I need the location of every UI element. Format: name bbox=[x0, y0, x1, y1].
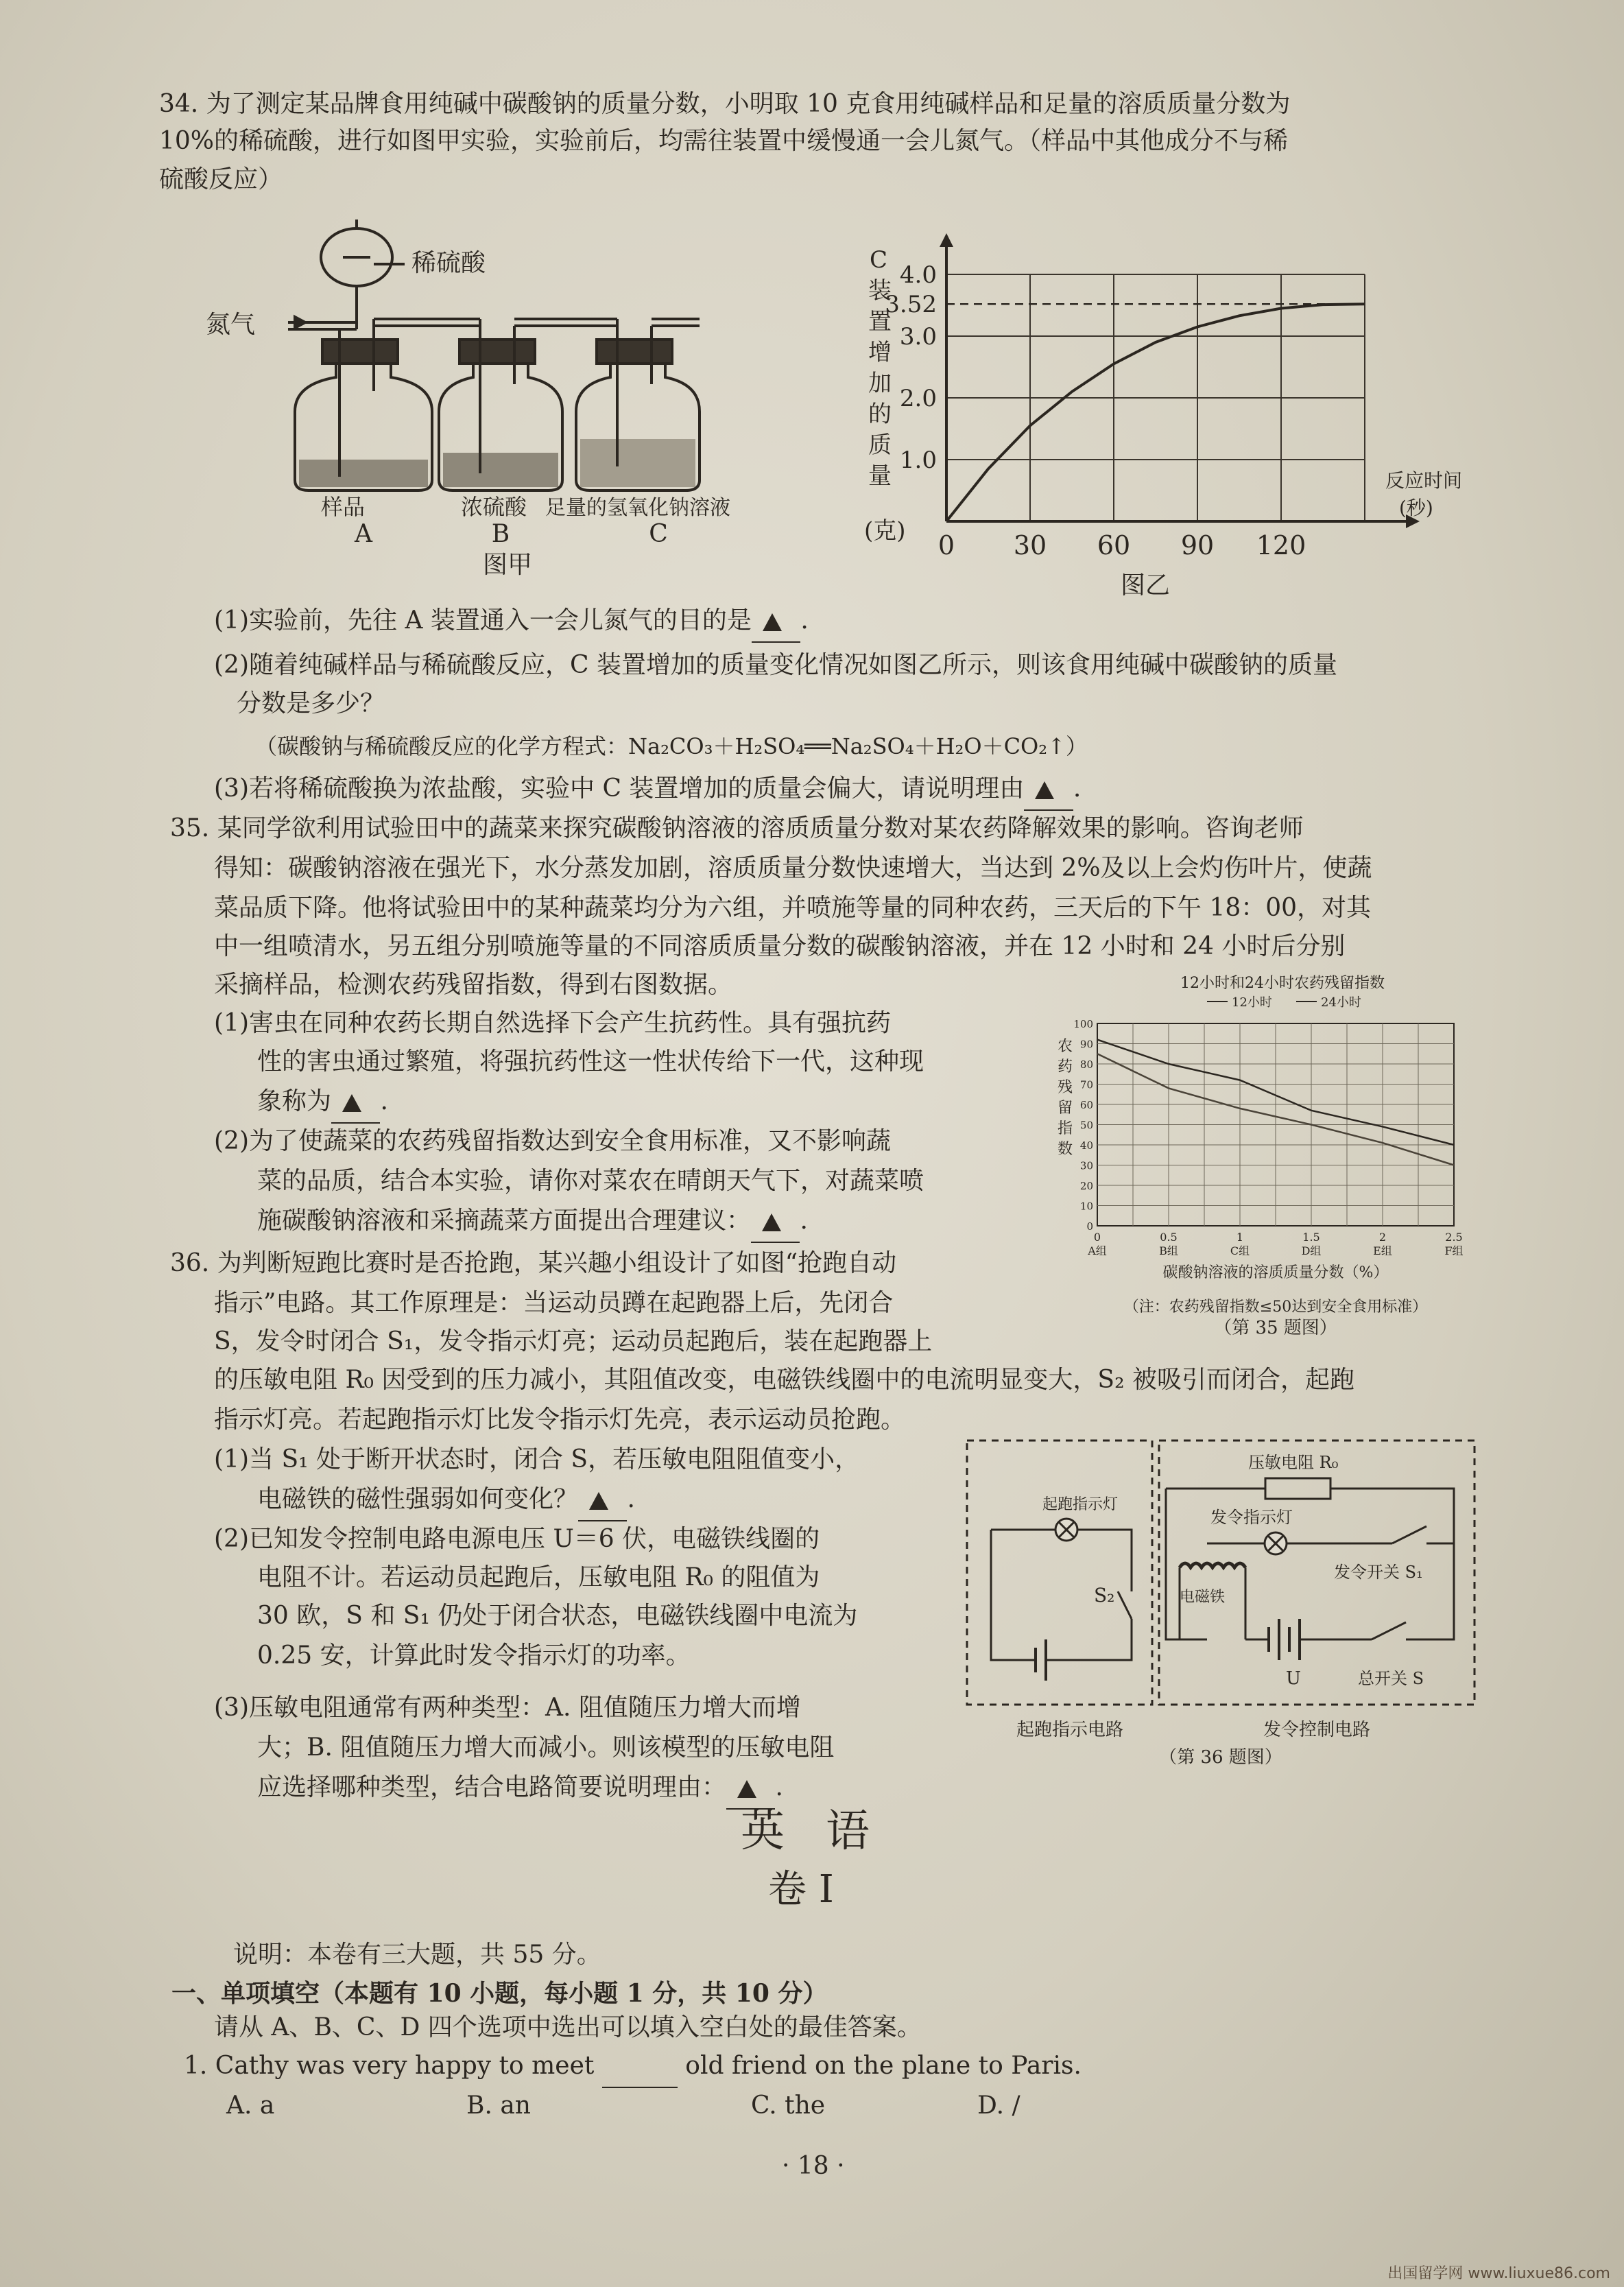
chart2-y-tick: 50 bbox=[1079, 1119, 1093, 1132]
chart-mass-gain bbox=[850, 233, 1463, 604]
q36-sub2a: (2)已知发令控制电路电源电压 U＝6 伏，电磁铁线圈的 bbox=[214, 1525, 820, 1553]
chart2-y-tick: 70 bbox=[1079, 1078, 1093, 1091]
q36-line3: S，发令时闭合 S₁，发令指示灯亮；运动员起跑后，装在起跑器上 bbox=[214, 1327, 933, 1355]
chart2-x-tick: 0.5 bbox=[1160, 1231, 1178, 1244]
page-number: · 18 · bbox=[782, 2152, 845, 2180]
q35-sub2b: 菜的品质，结合本实验，请你对菜农在晴朗天气下，对蔬菜喷 bbox=[257, 1167, 924, 1195]
q34-line3: 硫酸反应） bbox=[159, 165, 283, 193]
chart2-x-group-label: C组 bbox=[1230, 1244, 1250, 1257]
chart-pesticide-residue bbox=[1049, 969, 1488, 1339]
english-q1-prefix: 1. Cathy was very happy to meet bbox=[184, 2052, 595, 2080]
chart2-caption: （第 35 题图） bbox=[1214, 1318, 1337, 1338]
chart2-y-tick: 80 bbox=[1079, 1058, 1093, 1071]
label-b: B bbox=[491, 520, 510, 548]
chart1-y-tick: 3.0 bbox=[899, 323, 937, 351]
answer-triangle-icon bbox=[589, 1492, 608, 1510]
q35-sub1-blank bbox=[331, 1081, 380, 1124]
q36-sub1a: (1)当 S₁ 处于断开状态时，闭合 S，若压敏电阻阻值变小， bbox=[214, 1445, 860, 1473]
chart2-y-tick: 90 bbox=[1079, 1038, 1093, 1051]
chart1-y-tick: 2.0 bbox=[899, 385, 937, 412]
label-main-switch: 总开关 S bbox=[1358, 1669, 1424, 1688]
chart2-x-group-label: B组 bbox=[1159, 1244, 1178, 1257]
q36-sub3c bbox=[257, 1767, 783, 1810]
chart2-ylabel-2: 药 bbox=[1058, 1058, 1073, 1076]
chart1-x-tick: 60 bbox=[1097, 530, 1131, 560]
label-s2: S₂ bbox=[1094, 1584, 1115, 1607]
q35-sub1-dot: . bbox=[380, 1087, 388, 1115]
q36-line1: 36. 为判断短跑比赛时是否抢跑，某兴趣小组设计了如图“抢跑自动 bbox=[170, 1249, 897, 1277]
option-d: D. / bbox=[977, 2092, 1020, 2120]
apparatus-figure bbox=[192, 206, 796, 579]
chart1-ylabel-5: 加 bbox=[868, 370, 892, 397]
chart2-x-group-label: D组 bbox=[1301, 1244, 1322, 1257]
chart2-y-tick: 10 bbox=[1079, 1200, 1093, 1213]
chart2-x-tick: 2 bbox=[1378, 1231, 1387, 1244]
label-c: C bbox=[649, 520, 668, 548]
option-c: C. the bbox=[751, 2092, 826, 2120]
q36-sub1b-text: 电磁铁的磁性强弱如何变化？ bbox=[257, 1485, 579, 1513]
chart2-ylabel-3: 残 bbox=[1058, 1079, 1073, 1096]
label-nitrogen: 氮气 bbox=[206, 311, 256, 339]
english-q1 bbox=[184, 2046, 1082, 2088]
chart1-ylabel-6: 的 bbox=[868, 401, 892, 428]
q36-sub1-dot: . bbox=[627, 1485, 635, 1513]
label-r0: 压敏电阻 R₀ bbox=[1248, 1453, 1339, 1472]
chart1-y-tick: 1.0 bbox=[899, 447, 937, 474]
chart2-x-group-label: A组 bbox=[1088, 1244, 1107, 1257]
chart2-x-tick: 1 bbox=[1236, 1231, 1244, 1244]
label-u: U bbox=[1286, 1668, 1301, 1689]
q35-sub1c bbox=[257, 1081, 388, 1124]
answer-triangle-icon bbox=[762, 1213, 781, 1231]
caption-figure-36: （第 36 题图） bbox=[1159, 1747, 1282, 1768]
label-naoh: 足量的氢氧化钠溶液 bbox=[545, 496, 730, 520]
chart1-y-tick: 3.52 bbox=[885, 291, 937, 319]
q36-line5: 指示灯亮。若起跑指示灯比发令指示灯先亮，表示运动员抢跑。 bbox=[214, 1406, 906, 1434]
q35-line3: 菜品质下降。他将试验田中的某种蔬菜均分为六组，并喷施等量的同种农药，三天后的下午 18：00，对其 bbox=[214, 894, 1372, 922]
q35-line1: 35. 某同学欲利用试验田中的蔬菜来探究碳酸钠溶液的溶质质量分数对某农药降解效果的影响。咨询老师 bbox=[170, 814, 1304, 842]
english-title: 英语 bbox=[741, 1806, 911, 1857]
chart1-x-tick: 120 bbox=[1256, 530, 1306, 560]
chart1-x-tick: 90 bbox=[1180, 530, 1215, 560]
q34-sub1-dot: . bbox=[800, 606, 809, 635]
q35-sub2-blank bbox=[751, 1200, 800, 1243]
circuit-figure bbox=[960, 1434, 1488, 1770]
chart2-y-tick: 100 bbox=[1073, 1018, 1093, 1030]
label-conc-acid: 浓硫酸 bbox=[460, 494, 527, 520]
q34-line2: 10%的稀硫酸，进行如图甲实验，实验前后，均需往装置中缓慢通一会儿氮气。（样品中其他成分不与稀 bbox=[159, 127, 1289, 155]
q35-line4: 中一组喷清水，另五组分别喷施等量的不同溶质质量分数的碳酸钠溶液，并在 12 小时和 24 小时后分别 bbox=[214, 932, 1346, 960]
label-sample: 样品 bbox=[320, 494, 366, 520]
q36-sub3a: (3)压敏电阻通常有两种类型：A. 阻值随压力增大而增 bbox=[214, 1694, 801, 1722]
chart2-y-tick: 30 bbox=[1079, 1159, 1093, 1172]
chart2-title: 12小时和24小时农药残留指数 bbox=[1180, 975, 1385, 992]
q36-sub2b: 电阻不计。若运动员起跑后，压敏电阻 R₀ 的阻值为 bbox=[257, 1563, 820, 1591]
q34-sub2a: (2)随着纯碱样品与稀硫酸反应，C 装置增加的质量变化情况如图乙所示，则该食用纯碱中碳酸钠的质量 bbox=[214, 651, 1337, 679]
q35-sub2-dot: . bbox=[800, 1207, 808, 1235]
q35-sub2a: (2)为了使蔬菜的农药残留指数达到安全食用标准，又不影响蔬 bbox=[214, 1127, 891, 1155]
answer-triangle-icon bbox=[763, 613, 782, 631]
q35-sub2c-text: 施碳酸钠溶液和采摘蔬菜方面提出合理建议： bbox=[257, 1207, 752, 1235]
q35-line2: 得知：碳酸钠溶液在强光下，水分蒸发加剧，溶质质量分数快速增大，当达到 2%及以上会灼伤叶片，使蔬 bbox=[214, 854, 1372, 882]
chart1-ylabel-3: 置 bbox=[868, 308, 892, 335]
english-section1: 一、单项填空（本题有 10 小题，每小题 1 分，共 10 分） bbox=[171, 1979, 828, 2008]
chart2-legend-label: 24小时 bbox=[1321, 995, 1361, 1010]
chart1-ylabel-c: C bbox=[870, 246, 888, 274]
english-note: 说明：本卷有三大题，共 55 分。 bbox=[233, 1941, 601, 1969]
chart2-y-tick: 0 bbox=[1086, 1220, 1093, 1233]
q36-line2: 指示”电路。其工作原理是：当运动员蹲在起跑器上后，先闭合 bbox=[214, 1289, 894, 1317]
q34-sub1-text: (1)实验前，先往 A 装置通入一会儿氮气的目的是 bbox=[214, 606, 752, 635]
chart2-ylabel-5: 指 bbox=[1058, 1120, 1073, 1137]
chart2-ylabel-1: 农 bbox=[1058, 1038, 1073, 1055]
q34-sub3-blank bbox=[1024, 768, 1073, 811]
chart2-note: （注：农药残留指数≤50达到安全食用标准） bbox=[1123, 1299, 1428, 1316]
chart2-y-tick: 60 bbox=[1079, 1099, 1093, 1111]
chart2-ylabel-4: 留 bbox=[1058, 1100, 1073, 1117]
answer-triangle-icon bbox=[1035, 781, 1054, 799]
chart2-x-tick: 2.5 bbox=[1445, 1231, 1463, 1244]
q36-sub3-dot: . bbox=[775, 1773, 783, 1801]
q36-sub1-blank bbox=[578, 1479, 627, 1521]
chart1-ylabel-8: 量 bbox=[868, 462, 892, 490]
caption-cmd-circuit: 发令控制电路 bbox=[1263, 1720, 1371, 1740]
chart1-ylabel-7: 质 bbox=[868, 431, 892, 459]
chart2-x-group-label: E组 bbox=[1373, 1244, 1392, 1257]
chart1-caption: 图乙 bbox=[1120, 571, 1171, 600]
english-q1-suffix: old friend on the plane to Paris. bbox=[685, 2052, 1082, 2080]
chart1-xlabel-1: 反应时间 bbox=[1385, 469, 1463, 492]
label-cmd-lamp: 发令指示灯 bbox=[1210, 1508, 1293, 1527]
chart2-y-tick: 20 bbox=[1079, 1180, 1093, 1192]
q34-sub3 bbox=[214, 768, 1081, 811]
chart1-y-tick: 4.0 bbox=[899, 261, 937, 289]
q34-line1: 34. 为了测定某品牌食用纯碱中碳酸钠的质量分数，小明取 10 克食用纯碱样品和足量的溶质质量分数为 bbox=[159, 90, 1291, 118]
q36-sub2d: 0.25 安，计算此时发令指示灯的功率。 bbox=[257, 1642, 691, 1670]
chart1-xlabel-2: (秒) bbox=[1399, 497, 1433, 519]
chart1-ylabel-9: (克) bbox=[864, 517, 906, 545]
chart1-x-tick: 0 bbox=[938, 530, 955, 560]
chart1-x-tick: 30 bbox=[1013, 530, 1047, 560]
label-electromagnet: 电磁铁 bbox=[1180, 1589, 1226, 1606]
answer-triangle-icon bbox=[342, 1094, 361, 1112]
q34-sub3-dot: . bbox=[1073, 774, 1082, 803]
q36-sub1b bbox=[257, 1479, 635, 1521]
q34-sub3-text: (3)若将稀硫酸换为浓盐酸，实验中 C 装置增加的质量会偏大，请说明理由 bbox=[214, 774, 1025, 803]
chart2-x-tick: 1.5 bbox=[1302, 1231, 1320, 1244]
q35-sub1b: 性的害虫通过繁殖，将强抗药性这一性状传给下一代，这种现 bbox=[257, 1047, 924, 1076]
q34-sub1 bbox=[214, 600, 809, 643]
q35-line5: 采摘样品，检测农药残留指数，得到右图数据。 bbox=[214, 971, 733, 999]
label-a: A bbox=[355, 520, 372, 548]
chart2-y-tick: 40 bbox=[1079, 1139, 1093, 1152]
q36-sub3c-text: 应选择哪种类型，结合电路简要说明理由： bbox=[257, 1773, 727, 1801]
chart2-legend-label: 12小时 bbox=[1232, 995, 1272, 1010]
label-start-lamp: 起跑指示灯 bbox=[1042, 1496, 1119, 1513]
q34-sub2c: （碳酸钠与稀硫酸反应的化学方程式：Na₂CO₃＋H₂SO₄══Na₂SO₄＋H₂O＋CO₂↑） bbox=[255, 733, 1088, 759]
q36-sub2c: 30 欧，S 和 S₁ 仍处于闭合状态，电磁铁线圈中电流为 bbox=[257, 1602, 858, 1630]
chart2-x-group-label: F组 bbox=[1444, 1244, 1464, 1257]
chart1-ylabel-2: 装 bbox=[868, 277, 892, 305]
q34-sub2b: 分数是多少？ bbox=[237, 689, 385, 718]
caption-start-circuit: 起跑指示电路 bbox=[1016, 1720, 1124, 1740]
chart2-x-tick: 0 bbox=[1093, 1231, 1101, 1244]
watermark: 出国留学网 www.liuxue86.com bbox=[1387, 2265, 1610, 2282]
label-dilute-acid: 稀硫酸 bbox=[411, 249, 486, 277]
chart2-ylabel-6: 数 bbox=[1058, 1141, 1073, 1158]
chart1-y-arrow-icon bbox=[940, 233, 953, 247]
english-volume: 卷 Ⅰ bbox=[768, 1867, 834, 1912]
caption-figure-jia: 图甲 bbox=[482, 551, 533, 579]
option-a: A. a bbox=[226, 2092, 275, 2120]
option-b: B. an bbox=[466, 2092, 531, 2120]
english-instruction: 请从 A、B、C、D 四个选项中选出可以填入空白处的最佳答案。 bbox=[214, 2013, 922, 2041]
q36-sub3b: 大；B. 阻值随压力增大而减小。则该模型的压敏电阻 bbox=[257, 1733, 835, 1762]
chart2-xlabel: 碳酸钠溶液的溶质质量分数（%） bbox=[1162, 1264, 1389, 1281]
chart1-ylabel-4: 增 bbox=[868, 339, 892, 366]
label-cmd-switch: 发令开关 S₁ bbox=[1334, 1563, 1423, 1582]
q34-sub1-blank bbox=[752, 600, 800, 643]
english-q1-blank bbox=[602, 2046, 678, 2088]
q36-line4: 的压敏电阻 R₀ 因受到的压力减小，其阻值改变，电磁铁线圈中的电流明显变大，S₂ 被吸引而闭合，起跑 bbox=[214, 1366, 1354, 1394]
q35-sub1a: (1)害虫在同种农药长期自然选择下会产生抗药性。具有强抗药 bbox=[214, 1009, 891, 1037]
q35-sub2c bbox=[257, 1200, 808, 1243]
q35-sub1c-text: 象称为 bbox=[257, 1087, 332, 1115]
